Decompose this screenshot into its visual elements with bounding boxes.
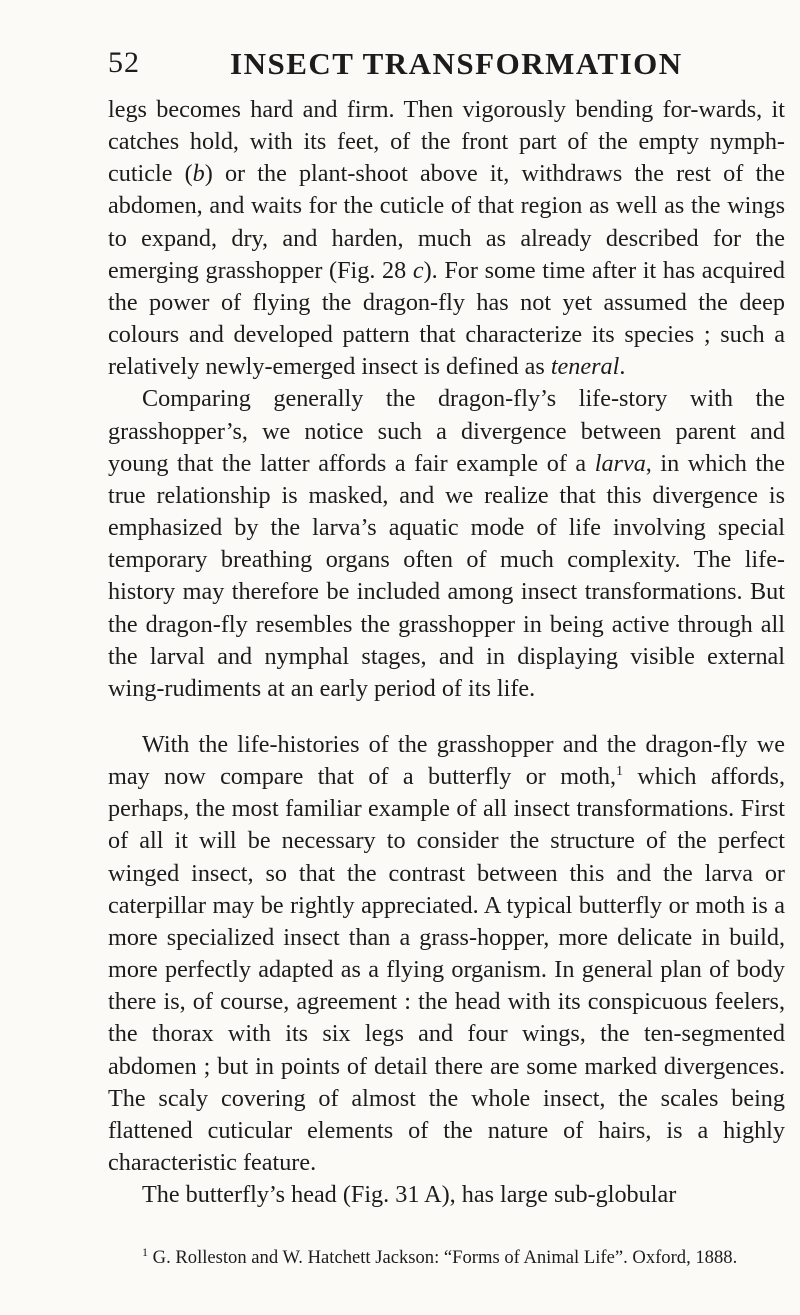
page-number: 52 <box>108 46 140 79</box>
footnote-mark: 1 <box>142 1245 148 1259</box>
paragraph-3: With the life-histories of the grasshopper and the dragon-fly we may now compare that of a butterfly or moth,$^1$ which affords, perhaps, the most familiar example of all insect transformations. First of all it will be necessary to consider the structure of the perfect winged insect, so that the contrast between this and the larva or caterpillar may be rightly appreciated. A typical butterfly or moth is a more specialized insect than a grass-hopper, more delicate in build, more perfectly adapted as a flying organism. In general plan of body there is, of course, agreement : the head with its conspicuous feelers, the thorax with its six legs and four wings, the ten-segmented abdomen ; but in points of detail there are some marked divergences. The scaly covering of almost the whole insect, the scales being flattened cuticular elements of the nature of hairs, is a highly characteristic feature. <box>108 730 785 1176</box>
footnote-text: G. Rolleston and W. Hatchett Jackson: “Forms of Animal Life”. Oxford, 1888. <box>148 1247 738 1268</box>
footnote <box>108 1245 785 1270</box>
footnote-reference: 1 <box>616 764 623 780</box>
paragraph-2: Comparing generally the dragon-fly’s life-story with the grasshopper’s, we notice such a divergence between parent and young that the latter affords a fair example of a larva, in which the true relationship is masked, and we realize that this divergence is emphasized by the larva’s aquatic mode of life involving special temporary breathing organs often of much complexity. The life-history may therefore be included among insect transformations. But the dragon-fly resembles the grasshopper in being active through all the larval and nymphal stages, and in displaying visible external wing-rudiments at an early period of its life. <box>108 385 785 702</box>
page-header <box>108 46 728 86</box>
running-head: INSECT TRANSFORMATION <box>230 46 683 81</box>
body-text <box>108 94 785 1211</box>
paragraph-1: legs becomes hard and firm. Then vigorously bending for-wards, it catches hold, with its feet, of the front part of the empty nymph-cuticle (b) or the plant-shoot above it, withdraws the rest of the abdomen, and waits for the cuticle of that region as well as the wings to expand, dry, and harden, much as already described for the emerging grasshopper (Fig. 28 c). For some time after it has acquired the power of flying the dragon-fly has not yet assumed the deep colours and developed pattern that characterize its species ; such a relatively newly-emerged insect is defined as teneral. <box>108 96 786 381</box>
paragraph-4: The butterfly’s head (Fig. 31 A), has large sub-globular <box>142 1181 677 1209</box>
